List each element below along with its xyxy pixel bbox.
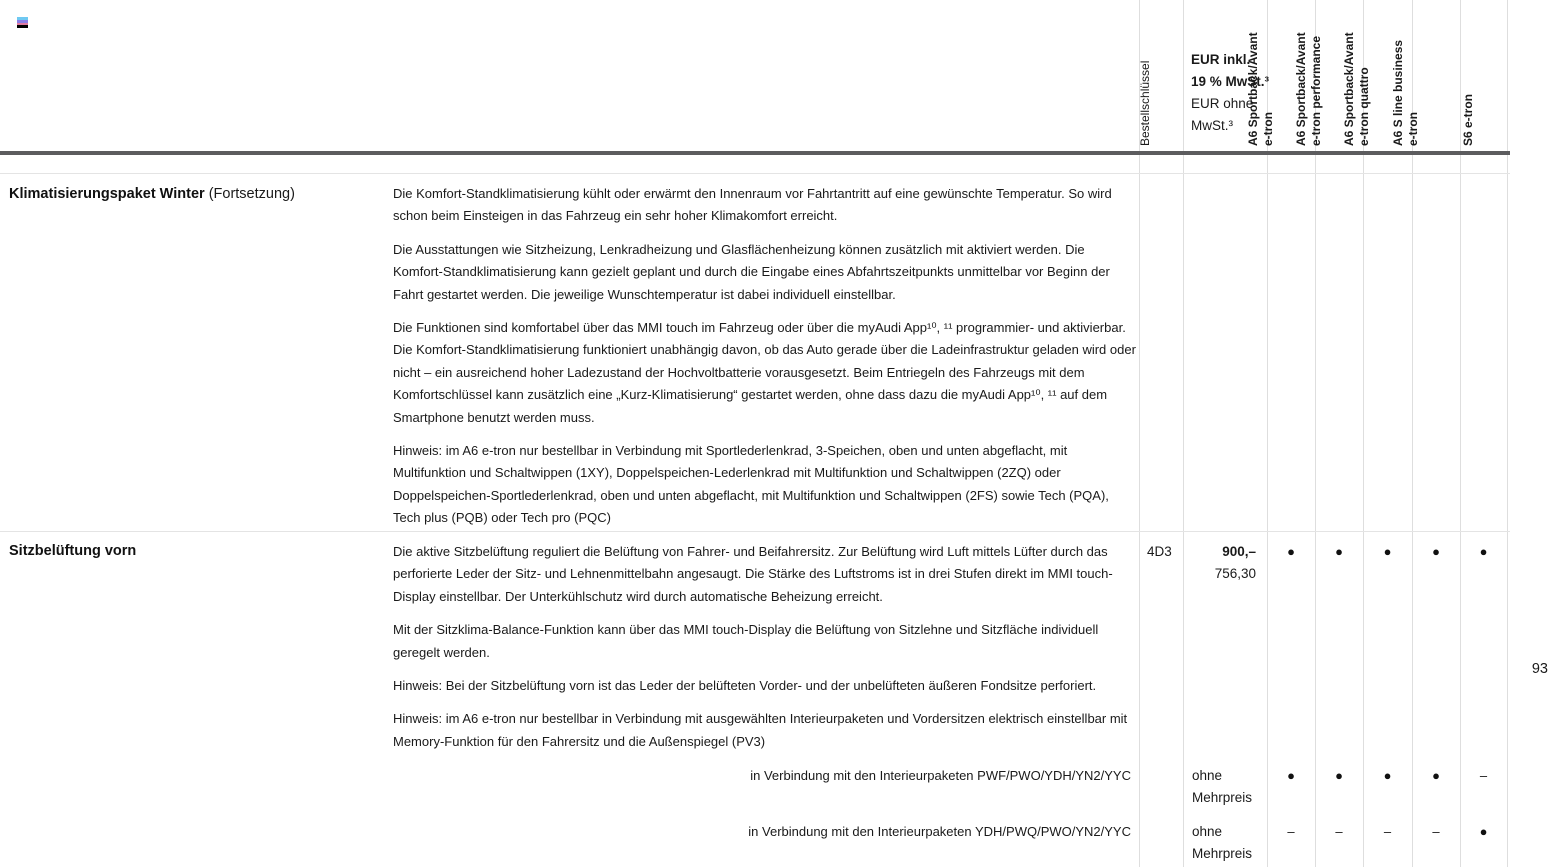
price-note-line: Mehrpreis xyxy=(1192,846,1253,862)
availability-marker: ● xyxy=(1287,768,1295,783)
availability-marker: – xyxy=(1335,824,1343,839)
description-paragraph: Die aktive Sitzbelüftung reguliert die Belüftung von Fahrer- und Beifahrersitz. Zur Belüftung wird Luft mittels Lüfter durch das perforierte Leder der Sitz- und Lehnenmittelbahn angesaugt. Die Stärke des Luftstroms ist in drei Stufen direkt im MMI touch-Display einstellbar. Der Unterkühlschutz wird durch automatische Beheizung erreicht. xyxy=(393,544,1113,604)
availability-marker: ● xyxy=(1432,544,1440,559)
price-header-line: EUR ohne xyxy=(1191,96,1254,111)
price-note-line: Mehrpreis xyxy=(1192,790,1253,806)
price-cell xyxy=(1192,821,1264,866)
option-name xyxy=(9,541,389,562)
price-header-line: EUR inkl. xyxy=(1191,52,1251,67)
model-name-line: A6 S line business xyxy=(1391,39,1405,146)
availability-marker: – xyxy=(1432,824,1440,839)
stripe-black xyxy=(17,25,28,28)
description-paragraph: Hinweis: Bei der Sitzbelüftung vorn ist das Leder der belüfteten Vorder- und der unbelüfteten äußeren Fondsitze perforiert. xyxy=(393,678,1097,694)
model-name-line: A6 Sportback/Avant xyxy=(1246,32,1260,146)
price-cell xyxy=(1186,541,1256,586)
model-name-line: e-tron quattro xyxy=(1357,67,1371,146)
option-description xyxy=(393,183,1138,541)
price-incl-vat: 900,– xyxy=(1222,544,1256,559)
availability-marker: – xyxy=(1287,824,1295,839)
option-description xyxy=(393,541,1138,764)
model-name-line: A6 Sportback/Avant xyxy=(1342,32,1356,146)
model-name-line: S6 e-tron xyxy=(1461,93,1475,146)
description-paragraph: Die Funktionen sind komfortabel über das MMI touch im Fahrzeug oder über die myAudi App¹⁰, ¹¹ programmier- und aktivierbar. Die Komfort-Standklimatisierung funktioniert unabhängig davon, ob das Auto gerade über die Ladeinfrastruktur geladen wird oder nicht – ein ausreichend hoher Ladezustand der Hochvoltbatterie vorausgesetzt. Beim Entriegeln des Fahrzeugs mit dem Komfortschlüssel kann zusätzlich eine „Kurz-Klimatisierung“ gestartet werden, ohne dass dazu die myAudi App¹⁰, ¹¹ auf dem Smartphone benutzt werden muss. xyxy=(393,320,1136,425)
price-header-line: 19 % MwSt.³ xyxy=(1191,74,1270,89)
description-paragraph: Hinweis: im A6 e-tron nur bestellbar in Verbindung mit ausgewählten Interieurpaketen und Vordersitzen elektrisch einstellbar mit Memory-Funktion für den Fahrersitz und die Außenspiegel (PV3) xyxy=(393,711,1128,749)
row-divider xyxy=(0,173,1510,174)
availability-marker: ● xyxy=(1287,544,1295,559)
header-separator-rule xyxy=(0,151,1510,155)
model-name-line: e-tron xyxy=(1406,112,1420,146)
model-name-line: e-tron performance xyxy=(1309,35,1323,146)
option-name-bold: Sitzbelüftung vorn xyxy=(9,543,137,559)
column-header-model-5 xyxy=(1460,0,1507,146)
availability-marker: – xyxy=(1479,768,1488,783)
option-name xyxy=(9,184,389,205)
availability-marker: ● xyxy=(1432,768,1440,783)
availability-marker: – xyxy=(1383,824,1392,839)
description-paragraph: Mit der Sitzklima-Balance-Funktion kann über das MMI touch-Display die Belüftung von Sitzlehne und Sitzfläche individuell geregelt werden. xyxy=(393,622,1099,660)
description-paragraph: Die Komfort-Standklimatisierung kühlt oder erwärmt den Innenraum vor Fahrtantritt auf eine gewünschte Temperatur. So wird schon beim Einsteigen in das Fahrzeug ein sehr hoher Klimakomfort erreicht. xyxy=(393,186,1112,224)
availability-marker: ● xyxy=(1383,544,1392,559)
availability-marker: ● xyxy=(1335,544,1343,559)
model-name-line: e-tron xyxy=(1261,112,1275,146)
subrow-label: in Verbindung mit den Interieurpaketen YDH/PWQ/PWO/YN2/YYC xyxy=(748,824,1131,839)
availability-marker: ● xyxy=(1383,768,1392,783)
column-header-model-4 xyxy=(1391,0,1460,146)
description-paragraph: Die Ausstattungen wie Sitzheizung, Lenkradheizung und Glasflächenheizung können zusätzlich mit aktiviert werden. Die Komfort-Standklimatisierung kann gezielt geplant und durch die Eingabe eines Abfahrtszeitpunkts unmittelbar vor Beginn der Fahrt gestartet werden. Die jeweilige Wunschtemperatur ist dabei individuell einstellbar. xyxy=(393,241,1110,302)
model-name-line: A6 Sportback/Avant xyxy=(1294,32,1308,146)
price-note-line: ohne xyxy=(1192,824,1223,839)
price-excl-vat: 756,30 xyxy=(1214,566,1256,582)
page-number: 93 xyxy=(1531,661,1548,677)
price-note-line: ohne xyxy=(1192,768,1223,783)
availability-marker: ● xyxy=(1479,544,1488,559)
color-stripes-icon xyxy=(17,17,28,28)
order-code: 4D3 xyxy=(1147,544,1172,559)
availability-marker: ● xyxy=(1479,824,1488,839)
price-cell xyxy=(1192,765,1264,810)
option-name-bold: Klimatisierungspaket Winter xyxy=(9,186,205,202)
column-header-bestellschluessel xyxy=(1139,0,1183,146)
column-divider xyxy=(1183,0,1184,867)
subrow-label: in Verbindung mit den Interieurpaketen PWF/PWO/YDH/YN2/YYC xyxy=(750,768,1131,783)
column-divider xyxy=(1507,0,1508,867)
option-name-note: (Fortsetzung) xyxy=(208,186,295,202)
column-header-label: Bestellschlüssel xyxy=(1138,60,1152,146)
availability-marker: ● xyxy=(1335,768,1343,783)
price-header-line: MwSt.³ xyxy=(1191,118,1233,133)
description-paragraph: Hinweis: im A6 e-tron nur bestellbar in Verbindung mit Sportlederlenkrad, 3-Speichen, oben und unten abgeflacht, mit Multifunktion und Schaltwippen (1XY), Doppelspeichen-Lederlenkrad mit Multifunktion und Schaltwippen (2ZQ) oder Doppelspeichen-Sportlederlenkrad, oben und unten abgeflacht, mit Multifunktion und Schaltwippen (2FS) sowie Tech (PQA), Tech plus (PQB) oder Tech pro (PQC) xyxy=(393,443,1109,526)
